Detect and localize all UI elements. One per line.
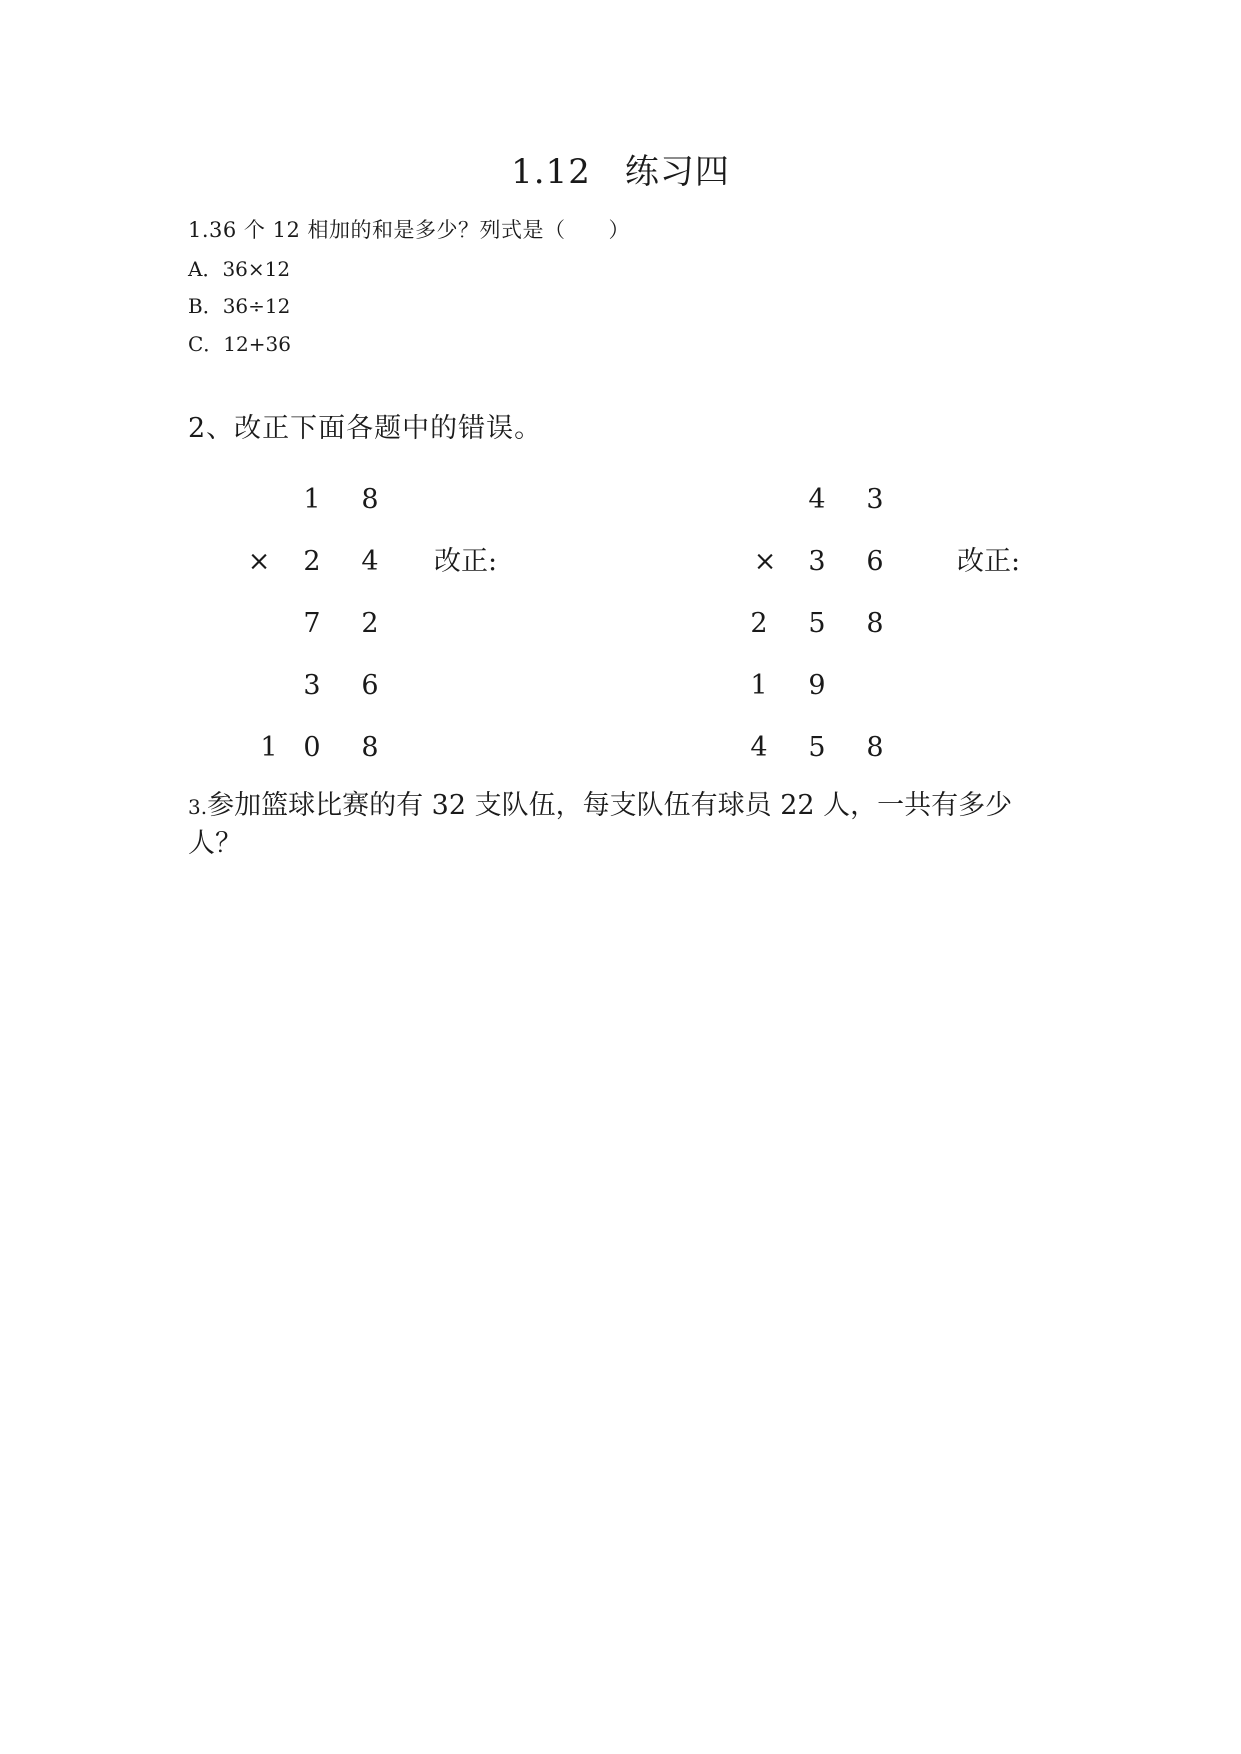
right-correction-label: 改正:: [957, 546, 1021, 577]
left-partial2-digit: 3: [303, 670, 321, 701]
left-correction-label: 改正:: [434, 546, 498, 577]
right-multiplier-digit: 3: [808, 546, 826, 577]
question-1-option-b: B．36÷12: [188, 294, 291, 318]
left-partial1-digit: 2: [361, 608, 379, 639]
left-multiply-operator: ×: [247, 546, 271, 577]
question-3-line-1: [188, 787, 1012, 826]
question-1-option-a: A．36×12: [188, 257, 291, 281]
question-1-stem: 1.36 个 12 相加的和是多少？列式是（ ）: [188, 218, 631, 242]
right-multiply-operator: ×: [753, 546, 777, 577]
right-partial1-digit: 2: [750, 608, 768, 639]
page-title: [0, 150, 1241, 194]
left-partial2-digit: 6: [361, 670, 379, 701]
left-result-digit: 0: [303, 732, 321, 763]
left-result-digit: 1: [260, 732, 278, 763]
left-multiplicand-digit: 8: [361, 484, 379, 515]
question-3-text: 参加篮球比赛的有 32 支队伍，每支队伍有球员 22 人，一共有多少: [207, 790, 1013, 821]
right-partial2-digit: 1: [750, 670, 768, 701]
question-2-stem: 2、改正下面各题中的错误。: [188, 413, 543, 444]
left-multiplier-digit: 4: [361, 546, 379, 577]
right-multiplicand-digit: 4: [808, 484, 826, 515]
right-multiplicand-digit: 3: [866, 484, 884, 515]
right-result-digit: 8: [866, 732, 884, 763]
question-3-number: 3.: [188, 795, 208, 819]
question-3-line-2: 人？: [188, 828, 242, 859]
right-partial2-digit: 9: [808, 670, 826, 701]
question-1-option-c: C．12+36: [188, 332, 291, 356]
right-result-digit: 5: [808, 732, 826, 763]
right-result-digit: 4: [750, 732, 768, 763]
left-partial1-digit: 7: [303, 608, 321, 639]
left-result-digit: 8: [361, 732, 379, 763]
section-title: 练习四: [624, 152, 730, 192]
right-multiplier-digit: 6: [866, 546, 884, 577]
left-multiplier-digit: 2: [303, 546, 321, 577]
right-partial1-digit: 5: [808, 608, 826, 639]
right-partial1-digit: 8: [866, 608, 884, 639]
section-number: 1.12: [511, 152, 591, 192]
left-multiplicand-digit: 1: [303, 484, 321, 515]
